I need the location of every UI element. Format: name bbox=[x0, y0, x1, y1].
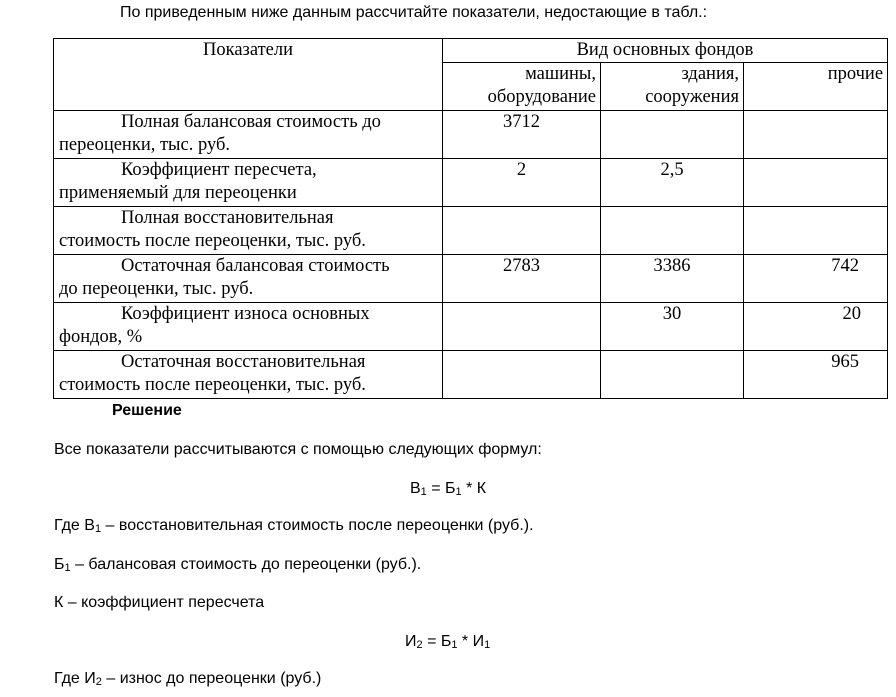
table-header-row bbox=[54, 39, 888, 63]
solution-intro: Все показатели рассчитываются с помощью следующих формул: bbox=[54, 441, 542, 458]
definition-b1: Где $В_1$ – восстановительная стоимость после переоценки (руб.). bbox=[54, 517, 534, 535]
col-buildings: здания, сооружения bbox=[601, 63, 744, 111]
cell-value: 20 bbox=[744, 303, 888, 351]
row-label: Полная восстановительная стоимость после переоценки, тыс. руб. bbox=[54, 207, 443, 255]
row-label: Остаточная восстановительная стоимость после переоценки, тыс. руб. bbox=[54, 351, 443, 399]
row-label: Полная балансовая стоимость до переоценки, тыс. руб. bbox=[54, 111, 443, 159]
cell-value bbox=[443, 303, 601, 351]
row-label: Коэффициент износа основных фондов, % bbox=[54, 303, 443, 351]
definition-i2: Где $И_2$ – износ до переоценки (руб.) bbox=[54, 670, 322, 688]
intro-text: По приведенным ниже данным рассчитайте показатели, недостающие в табл.: bbox=[120, 4, 708, 21]
header-indicators: Показатели bbox=[54, 39, 443, 111]
col-other: прочие bbox=[744, 63, 888, 111]
cell-value: 2 bbox=[443, 159, 601, 207]
cell-value bbox=[601, 207, 744, 255]
definition-b1-balance: $Б_1$ – балансовая стоимость до переоценки (руб.). bbox=[54, 556, 422, 574]
cell-value bbox=[443, 207, 601, 255]
table-row bbox=[54, 159, 888, 207]
row-label: Остаточная балансовая стоимость до переоценки, тыс. руб. bbox=[54, 255, 443, 303]
definition-k: К – коэффициент пересчета bbox=[54, 594, 265, 611]
cell-value: 965 bbox=[744, 351, 888, 399]
cell-value: 742 bbox=[744, 255, 888, 303]
col-machines: машины, оборудование bbox=[443, 63, 601, 111]
data-table bbox=[53, 38, 888, 399]
cell-value: 2783 bbox=[443, 255, 601, 303]
table-row bbox=[54, 207, 888, 255]
cell-value: 2,5 bbox=[601, 159, 744, 207]
row-label: Коэффициент пересчета, применяемый для переоценки bbox=[54, 159, 443, 207]
cell-value bbox=[443, 351, 601, 399]
cell-value bbox=[744, 159, 888, 207]
cell-value bbox=[744, 207, 888, 255]
cell-value bbox=[744, 111, 888, 159]
table-row bbox=[54, 111, 888, 159]
table-row bbox=[54, 303, 888, 351]
solution-heading: Решение bbox=[112, 402, 182, 419]
table-row bbox=[54, 351, 888, 399]
cell-value bbox=[601, 111, 744, 159]
cell-value: 3386 bbox=[601, 255, 744, 303]
cell-value: 30 bbox=[601, 303, 744, 351]
header-asset-types: Вид основных фондов bbox=[443, 39, 888, 63]
cell-value: 3712 bbox=[443, 111, 601, 159]
cell-value bbox=[601, 351, 744, 399]
table-row bbox=[54, 255, 888, 303]
formula-1: $В_1 = Б_1 * К$ bbox=[410, 480, 487, 498]
formula-2: $И_2 = Б_1 * И_1$ bbox=[405, 633, 491, 651]
